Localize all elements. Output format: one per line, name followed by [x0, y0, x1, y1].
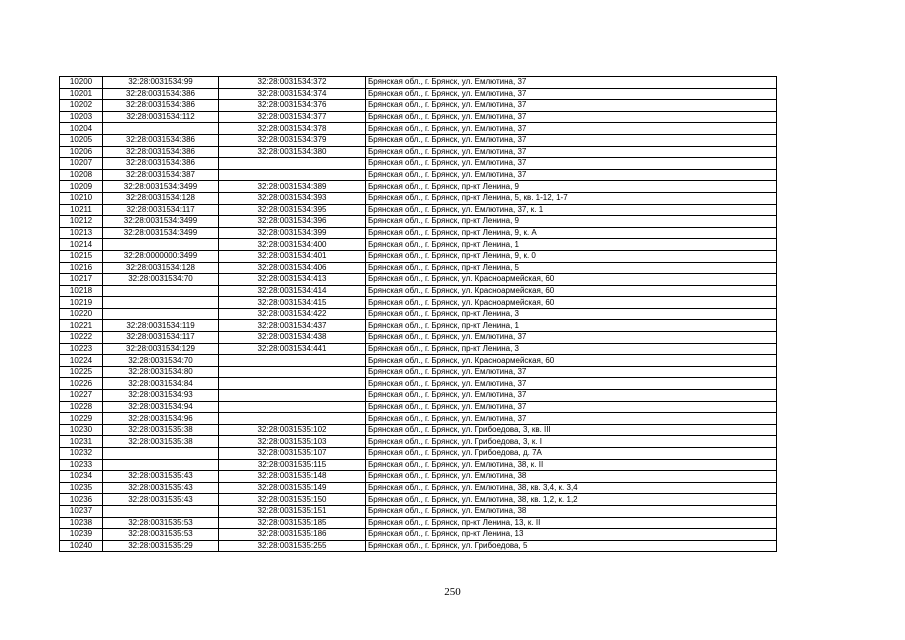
parent-cadastral-number-cell: 32:28:0031534:112 — [103, 111, 219, 123]
row-number-cell: 10202 — [60, 100, 103, 112]
table-row — [60, 169, 777, 181]
row-number-cell: 10203 — [60, 111, 103, 123]
table-row — [60, 192, 777, 204]
parent-cadastral-number-cell: 32:28:0031534:70 — [103, 274, 219, 286]
table-row — [60, 181, 777, 193]
row-number-cell: 10208 — [60, 169, 103, 181]
row-number-cell: 10236 — [60, 494, 103, 506]
address-cell: Брянская обл., г. Брянск, ул. Емлютина, 37 — [366, 158, 777, 170]
address-cell: Брянская обл., г. Брянск, ул. Емлютина, 37 — [366, 169, 777, 181]
row-number-cell: 10219 — [60, 297, 103, 309]
address-cell: Брянская обл., г. Брянск, пр-кт Ленина, 9, к. А — [366, 227, 777, 239]
row-number-cell: 10222 — [60, 332, 103, 344]
cadastral-number-cell: 32:28:0031534:441 — [219, 343, 366, 355]
cadastral-number-cell: 32:28:0031534:399 — [219, 227, 366, 239]
parent-cadastral-number-cell — [103, 297, 219, 309]
parent-cadastral-number-cell: 32:28:0031535:53 — [103, 529, 219, 541]
parent-cadastral-number-cell — [103, 448, 219, 460]
address-cell: Брянская обл., г. Брянск, ул. Емлютина, 38, кв. 3,4, к. 3,4 — [366, 482, 777, 494]
cadastral-number-cell — [219, 158, 366, 170]
cadastral-table — [59, 76, 777, 552]
parent-cadastral-number-cell — [103, 459, 219, 471]
address-cell: Брянская обл., г. Брянск, пр-кт Ленина, 1 — [366, 239, 777, 251]
address-cell: Брянская обл., г. Брянск, ул. Емлютина, 37 — [366, 390, 777, 402]
table-row — [60, 540, 777, 552]
table-row — [60, 390, 777, 402]
page-number: 250 — [444, 586, 461, 598]
table-row — [60, 111, 777, 123]
parent-cadastral-number-cell: 32:28:0031534:386 — [103, 100, 219, 112]
address-cell: Брянская обл., г. Брянск, пр-кт Ленина, 9 — [366, 216, 777, 228]
address-cell: Брянская обл., г. Брянск, пр-кт Ленина, 5 — [366, 262, 777, 274]
cadastral-number-cell: 32:28:0031535:148 — [219, 471, 366, 483]
parent-cadastral-number-cell: 32:28:0031534:386 — [103, 88, 219, 100]
cadastral-number-cell: 32:28:0031534:437 — [219, 320, 366, 332]
parent-cadastral-number-cell: 32:28:0031534:117 — [103, 204, 219, 216]
table-row — [60, 343, 777, 355]
parent-cadastral-number-cell: 32:28:0031535:53 — [103, 517, 219, 529]
table-row — [60, 88, 777, 100]
address-cell: Брянская обл., г. Брянск, пр-кт Ленина, 9, к. 0 — [366, 250, 777, 262]
parent-cadastral-number-cell: 32:28:0031534:128 — [103, 192, 219, 204]
cadastral-number-cell: 32:28:0031535:151 — [219, 505, 366, 517]
address-cell: Брянская обл., г. Брянск, ул. Емлютина, 37 — [366, 123, 777, 135]
parent-cadastral-number-cell: 32:28:0031534:93 — [103, 390, 219, 402]
table-row — [60, 413, 777, 425]
cadastral-number-cell: 32:28:0031534:413 — [219, 274, 366, 286]
row-number-cell: 10225 — [60, 366, 103, 378]
parent-cadastral-number-cell: 32:28:0000000:3499 — [103, 250, 219, 262]
table-row — [60, 436, 777, 448]
table-row — [60, 401, 777, 413]
table-row — [60, 494, 777, 506]
address-cell: Брянская обл., г. Брянск, ул. Емлютина, 37 — [366, 100, 777, 112]
cadastral-number-cell: 32:28:0031534:422 — [219, 308, 366, 320]
row-number-cell: 10237 — [60, 505, 103, 517]
parent-cadastral-number-cell — [103, 239, 219, 251]
parent-cadastral-number-cell: 32:28:0031535:43 — [103, 471, 219, 483]
cadastral-number-cell: 32:28:0031534:406 — [219, 262, 366, 274]
cadastral-number-cell: 32:28:0031534:438 — [219, 332, 366, 344]
table-row — [60, 77, 777, 89]
address-cell: Брянская обл., г. Брянск, пр-кт Ленина, 9 — [366, 181, 777, 193]
cadastral-table-body — [60, 77, 777, 552]
address-cell: Брянская обл., г. Брянск, ул. Емлютина, 37 — [366, 413, 777, 425]
row-number-cell: 10204 — [60, 123, 103, 135]
table-row — [60, 308, 777, 320]
address-cell: Брянская обл., г. Брянск, ул. Грибоедова, 5 — [366, 540, 777, 552]
parent-cadastral-number-cell: 32:28:0031534:128 — [103, 262, 219, 274]
cadastral-number-cell: 32:28:0031534:379 — [219, 134, 366, 146]
table-row — [60, 482, 777, 494]
row-number-cell: 10209 — [60, 181, 103, 193]
row-number-cell: 10218 — [60, 285, 103, 297]
row-number-cell: 10240 — [60, 540, 103, 552]
row-number-cell: 10230 — [60, 424, 103, 436]
table-row — [60, 378, 777, 390]
row-number-cell: 10223 — [60, 343, 103, 355]
row-number-cell: 10213 — [60, 227, 103, 239]
address-cell: Брянская обл., г. Брянск, ул. Емлютина, 38 — [366, 505, 777, 517]
row-number-cell: 10224 — [60, 355, 103, 367]
parent-cadastral-number-cell: 32:28:0031534:119 — [103, 320, 219, 332]
cadastral-number-cell — [219, 378, 366, 390]
parent-cadastral-number-cell: 32:28:0031534:70 — [103, 355, 219, 367]
row-number-cell: 10232 — [60, 448, 103, 460]
address-cell: Брянская обл., г. Брянск, пр-кт Ленина, 13 — [366, 529, 777, 541]
cadastral-number-cell: 32:28:0031535:103 — [219, 436, 366, 448]
row-number-cell: 10238 — [60, 517, 103, 529]
cadastral-number-cell: 32:28:0031534:401 — [219, 250, 366, 262]
table-row — [60, 320, 777, 332]
cadastral-number-cell: 32:28:0031535:185 — [219, 517, 366, 529]
address-cell: Брянская обл., г. Брянск, ул. Емлютина, 38, кв. 1,2, к. 1,2 — [366, 494, 777, 506]
row-number-cell: 10214 — [60, 239, 103, 251]
row-number-cell: 10205 — [60, 134, 103, 146]
cadastral-number-cell: 32:28:0031534:374 — [219, 88, 366, 100]
address-cell: Брянская обл., г. Брянск, ул. Емлютина, 37 — [366, 77, 777, 89]
row-number-cell: 10228 — [60, 401, 103, 413]
table-row — [60, 332, 777, 344]
parent-cadastral-number-cell: 32:28:0031534:387 — [103, 169, 219, 181]
row-number-cell: 10233 — [60, 459, 103, 471]
cadastral-number-cell: 32:28:0031534:380 — [219, 146, 366, 158]
parent-cadastral-number-cell: 32:28:0031534:386 — [103, 134, 219, 146]
table-row — [60, 100, 777, 112]
cadastral-number-cell: 32:28:0031535:149 — [219, 482, 366, 494]
parent-cadastral-number-cell: 32:28:0031535:38 — [103, 424, 219, 436]
table-row — [60, 123, 777, 135]
row-number-cell: 10216 — [60, 262, 103, 274]
address-cell: Брянская обл., г. Брянск, ул. Емлютина, 38, к. II — [366, 459, 777, 471]
table-row — [60, 424, 777, 436]
address-cell: Брянская обл., г. Брянск, ул. Емлютина, 37 — [366, 88, 777, 100]
address-cell: Брянская обл., г. Брянск, ул. Красноармейская, 60 — [366, 297, 777, 309]
address-cell: Брянская обл., г. Брянск, ул. Емлютина, 38 — [366, 471, 777, 483]
parent-cadastral-number-cell — [103, 285, 219, 297]
table-row — [60, 146, 777, 158]
address-cell: Брянская обл., г. Брянск, ул. Красноармейская, 60 — [366, 355, 777, 367]
address-cell: Брянская обл., г. Брянск, ул. Емлютина, 37 — [366, 111, 777, 123]
cadastral-number-cell: 32:28:0031534:396 — [219, 216, 366, 228]
address-cell: Брянская обл., г. Брянск, ул. Грибоедова, 3, к. I — [366, 436, 777, 448]
cadastral-number-cell: 32:28:0031534:400 — [219, 239, 366, 251]
row-number-cell: 10211 — [60, 204, 103, 216]
row-number-cell: 10217 — [60, 274, 103, 286]
row-number-cell: 10200 — [60, 77, 103, 89]
cadastral-number-cell: 32:28:0031535:186 — [219, 529, 366, 541]
row-number-cell: 10215 — [60, 250, 103, 262]
table-row — [60, 227, 777, 239]
table-row — [60, 505, 777, 517]
row-number-cell: 10210 — [60, 192, 103, 204]
table-row — [60, 204, 777, 216]
row-number-cell: 10234 — [60, 471, 103, 483]
parent-cadastral-number-cell: 32:28:0031535:29 — [103, 540, 219, 552]
parent-cadastral-number-cell — [103, 505, 219, 517]
parent-cadastral-number-cell: 32:28:0031534:80 — [103, 366, 219, 378]
parent-cadastral-number-cell: 32:28:0031534:3499 — [103, 181, 219, 193]
table-row — [60, 297, 777, 309]
parent-cadastral-number-cell: 32:28:0031535:43 — [103, 494, 219, 506]
cadastral-number-cell: 32:28:0031535:115 — [219, 459, 366, 471]
table-row — [60, 529, 777, 541]
table-row — [60, 366, 777, 378]
row-number-cell: 10227 — [60, 390, 103, 402]
cadastral-number-cell — [219, 390, 366, 402]
address-cell: Брянская обл., г. Брянск, ул. Емлютина, 37 — [366, 332, 777, 344]
row-number-cell: 10201 — [60, 88, 103, 100]
parent-cadastral-number-cell: 32:28:0031534:3499 — [103, 227, 219, 239]
cadastral-number-cell: 32:28:0031534:393 — [219, 192, 366, 204]
table-row — [60, 250, 777, 262]
cadastral-number-cell: 32:28:0031535:255 — [219, 540, 366, 552]
cadastral-number-cell: 32:28:0031534:377 — [219, 111, 366, 123]
cadastral-number-cell: 32:28:0031534:389 — [219, 181, 366, 193]
address-cell: Брянская обл., г. Брянск, ул. Красноармейская, 60 — [366, 274, 777, 286]
table-row — [60, 239, 777, 251]
table-row — [60, 134, 777, 146]
parent-cadastral-number-cell: 32:28:0031534:96 — [103, 413, 219, 425]
parent-cadastral-number-cell: 32:28:0031534:386 — [103, 146, 219, 158]
row-number-cell: 10235 — [60, 482, 103, 494]
row-number-cell: 10212 — [60, 216, 103, 228]
table-row — [60, 448, 777, 460]
row-number-cell: 10206 — [60, 146, 103, 158]
parent-cadastral-number-cell: 32:28:0031534:3499 — [103, 216, 219, 228]
row-number-cell: 10226 — [60, 378, 103, 390]
cadastral-number-cell: 32:28:0031535:102 — [219, 424, 366, 436]
cadastral-number-cell — [219, 355, 366, 367]
address-cell: Брянская обл., г. Брянск, пр-кт Ленина, 13, к. II — [366, 517, 777, 529]
parent-cadastral-number-cell: 32:28:0031534:94 — [103, 401, 219, 413]
parent-cadastral-number-cell — [103, 308, 219, 320]
address-cell: Брянская обл., г. Брянск, пр-кт Ленина, 1 — [366, 320, 777, 332]
address-cell: Брянская обл., г. Брянск, ул. Грибоедова, 3, кв. III — [366, 424, 777, 436]
parent-cadastral-number-cell: 32:28:0031534:129 — [103, 343, 219, 355]
table-row — [60, 459, 777, 471]
parent-cadastral-number-cell: 32:28:0031534:99 — [103, 77, 219, 89]
address-cell: Брянская обл., г. Брянск, ул. Красноармейская, 60 — [366, 285, 777, 297]
table-row — [60, 355, 777, 367]
cadastral-number-cell — [219, 169, 366, 181]
table-row — [60, 274, 777, 286]
address-cell: Брянская обл., г. Брянск, пр-кт Ленина, 3 — [366, 308, 777, 320]
cadastral-number-cell: 32:28:0031534:378 — [219, 123, 366, 135]
cadastral-number-cell: 32:28:0031535:107 — [219, 448, 366, 460]
cadastral-number-cell — [219, 401, 366, 413]
row-number-cell: 10207 — [60, 158, 103, 170]
address-cell: Брянская обл., г. Брянск, ул. Емлютина, 37 — [366, 378, 777, 390]
cadastral-number-cell: 32:28:0031535:150 — [219, 494, 366, 506]
row-number-cell: 10221 — [60, 320, 103, 332]
address-cell: Брянская обл., г. Брянск, ул. Емлютина, 37 — [366, 366, 777, 378]
cadastral-number-cell: 32:28:0031534:415 — [219, 297, 366, 309]
parent-cadastral-number-cell: 32:28:0031535:43 — [103, 482, 219, 494]
row-number-cell: 10239 — [60, 529, 103, 541]
table-row — [60, 285, 777, 297]
parent-cadastral-number-cell: 32:28:0031535:38 — [103, 436, 219, 448]
address-cell: Брянская обл., г. Брянск, пр-кт Ленина, 5, кв. 1-12, 1-7 — [366, 192, 777, 204]
parent-cadastral-number-cell — [103, 123, 219, 135]
row-number-cell: 10231 — [60, 436, 103, 448]
address-cell: Брянская обл., г. Брянск, ул. Емлютина, 37, к. 1 — [366, 204, 777, 216]
cadastral-number-cell — [219, 413, 366, 425]
parent-cadastral-number-cell: 32:28:0031534:84 — [103, 378, 219, 390]
address-cell: Брянская обл., г. Брянск, ул. Емлютина, 37 — [366, 134, 777, 146]
table-row — [60, 471, 777, 483]
cadastral-number-cell — [219, 366, 366, 378]
cadastral-number-cell: 32:28:0031534:414 — [219, 285, 366, 297]
row-number-cell: 10220 — [60, 308, 103, 320]
address-cell: Брянская обл., г. Брянск, ул. Емлютина, 37 — [366, 401, 777, 413]
table-row — [60, 517, 777, 529]
parent-cadastral-number-cell: 32:28:0031534:117 — [103, 332, 219, 344]
parent-cadastral-number-cell: 32:28:0031534:386 — [103, 158, 219, 170]
table-row — [60, 158, 777, 170]
cadastral-number-cell: 32:28:0031534:376 — [219, 100, 366, 112]
cadastral-number-cell: 32:28:0031534:395 — [219, 204, 366, 216]
cadastral-number-cell: 32:28:0031534:372 — [219, 77, 366, 89]
address-cell: Брянская обл., г. Брянск, пр-кт Ленина, 3 — [366, 343, 777, 355]
address-cell: Брянская обл., г. Брянск, ул. Емлютина, 37 — [366, 146, 777, 158]
table-row — [60, 262, 777, 274]
row-number-cell: 10229 — [60, 413, 103, 425]
address-cell: Брянская обл., г. Брянск, ул. Грибоедова, д. 7А — [366, 448, 777, 460]
table-row — [60, 216, 777, 228]
